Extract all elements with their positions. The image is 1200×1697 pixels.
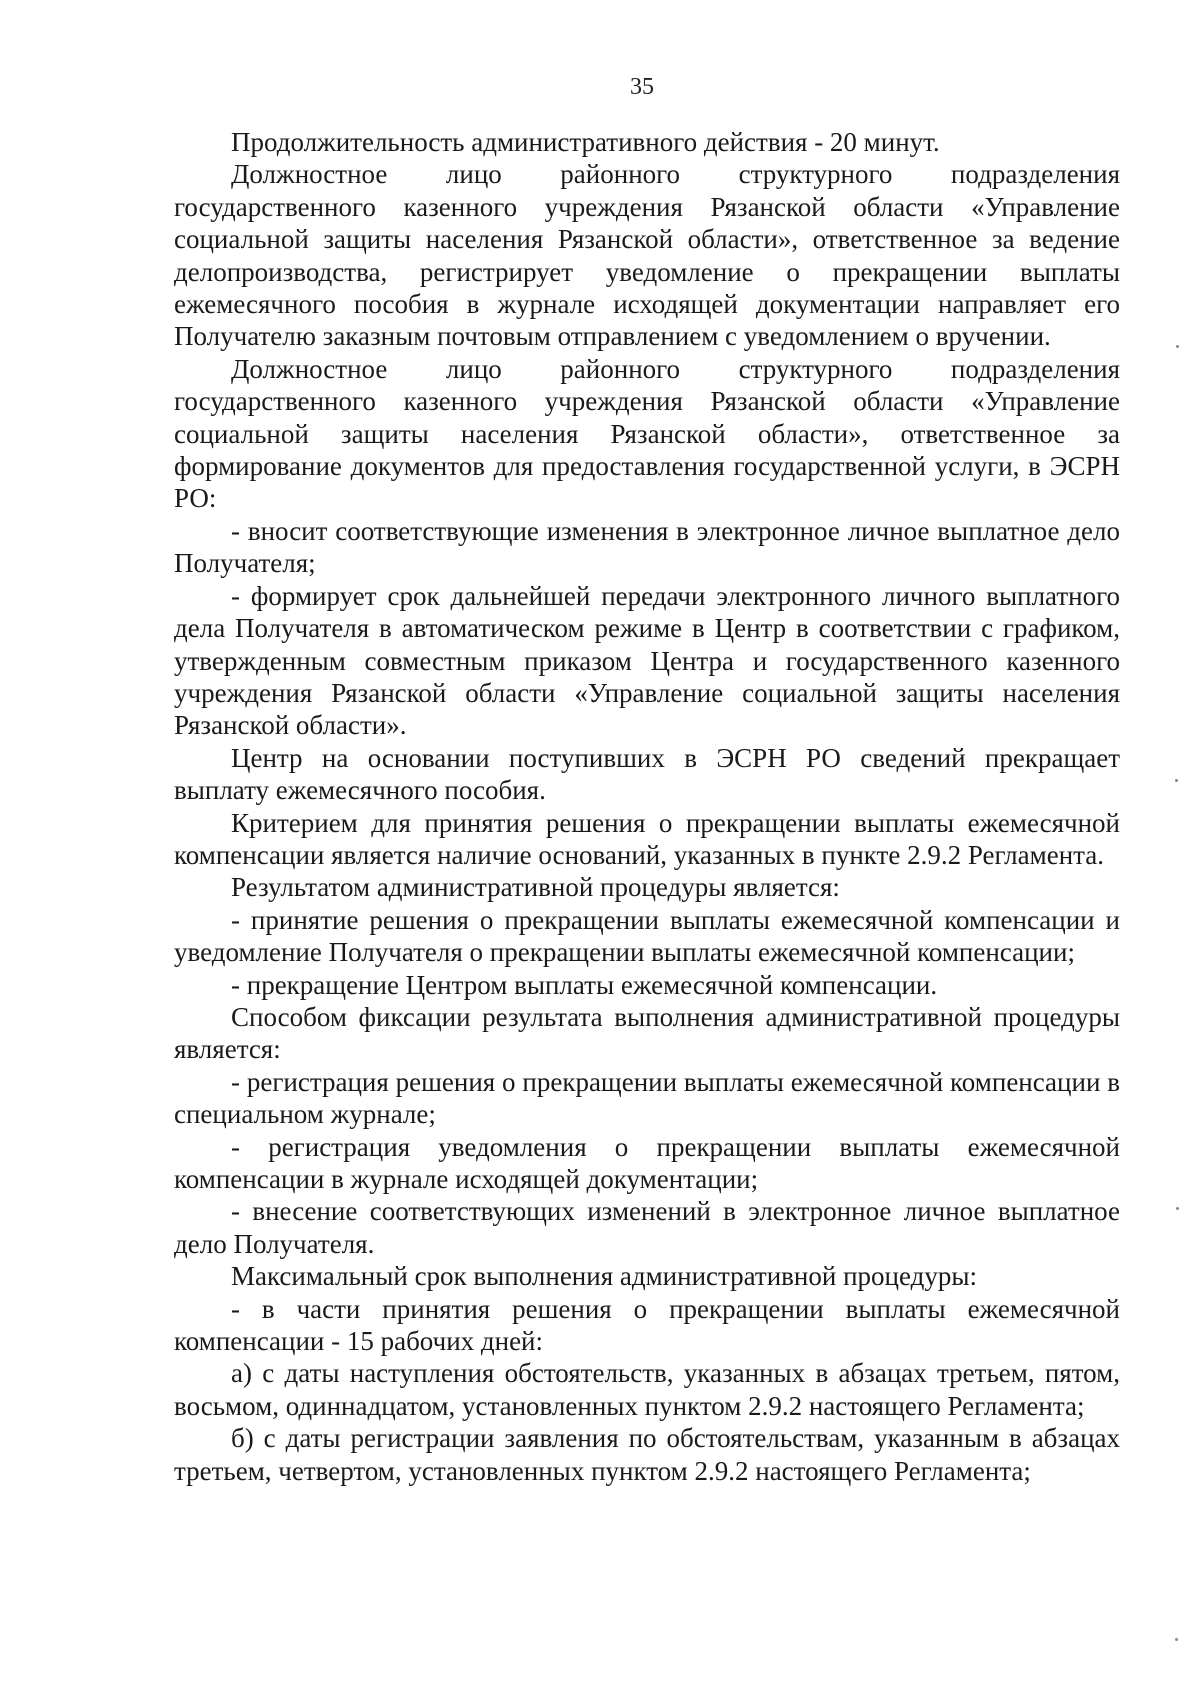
paragraph: - прекращение Центром выплаты ежемесячной компенсации. (231, 969, 938, 1000)
paragraph: а) с даты наступления обстоятельств, указанных в абзацах третьем, пятом, восьмом, одиннадцатом, установленных пунктом 2.9.2 настоящего Регламента; (174, 1358, 1120, 1421)
paragraph: Способом фиксации результата выполнения административной процедуры является: (174, 1001, 1120, 1065)
paragraph: - в части принятия решения о прекращении выплаты ежемесячной компенсации - 15 рабочих дней: (174, 1293, 1120, 1357)
paragraph: Должностное лицо районного структурного подразделения государственного казенного учреждения Рязанской области «Управление социальной защиты населения Рязанской области», ответственное за ведение делопроизводства, регистрирует уведомление о прекращении выплаты ежемесячного пособия в журнале исходящей документации направляет его Получателю заказным почтовым отправлением с уведомлением о вручении. (174, 159, 1120, 352)
paragraph: Должностное лицо районного структурного подразделения государственного казенного учреждения Рязанской области «Управление социальной защиты населения Рязанской области», ответственное за формирование документов для предоставления государственной услуги, в ЭСРН РО: (174, 353, 1120, 514)
paragraph: - регистрация уведомления о прекращении выплаты ежемесячной компенсации в журнале исходящей документации; (174, 1131, 1120, 1194)
paragraph: б) с даты регистрации заявления по обстоятельствам, указанным в абзацах третьем, четвертом, установленных пунктом 2.9.2 настоящего Регламента; (174, 1423, 1120, 1486)
paragraph: - внесение соответствующих изменений в электронное личное выплатное дело Получателя. (174, 1196, 1120, 1259)
paragraph: - формирует срок дальнейшей передачи электронного личного выплатного дела Получателя в автоматическом режиме в Центр в соответствии с графиком, утвержденным совместным приказом Центра и государственного казенного учреждения Рязанской области «Управление социальной защиты населения Рязанской области». (174, 580, 1120, 741)
document-body (174, 126, 1120, 1487)
scan-speck (1175, 1638, 1178, 1641)
paragraph: - принятие решения о прекращении выплаты ежемесячной компенсации и уведомление Получателя о прекращении выплаты ежемесячной компенсации; (174, 904, 1120, 968)
paragraph: Максимальный срок выполнения административной процедуры: (231, 1261, 977, 1292)
scan-speck (1176, 1207, 1179, 1210)
paragraph: Центр на основании поступивших в ЭСРН РО сведений прекращает выплату ежемесячного пособия. (174, 742, 1120, 806)
scan-speck (1175, 779, 1178, 782)
paragraph: Критерием для принятия решения о прекращении выплаты ежемесячной компенсации является наличие оснований, указанных в пункте 2.9.2 Регламента. (174, 807, 1120, 870)
page-number: 35 (630, 74, 654, 100)
paragraph: - регистрация решения о прекращении выплаты ежемесячной компенсации в специальном журнале; (174, 1066, 1120, 1130)
paragraph: Результатом административной процедуры является: (231, 872, 840, 903)
paragraph: - вносит соответствующие изменения в электронное личное выплатное дело Получателя; (174, 515, 1120, 579)
scan-speck (1176, 345, 1179, 348)
paragraph: Продолжительность административного действия - 20 минут. (231, 127, 940, 157)
